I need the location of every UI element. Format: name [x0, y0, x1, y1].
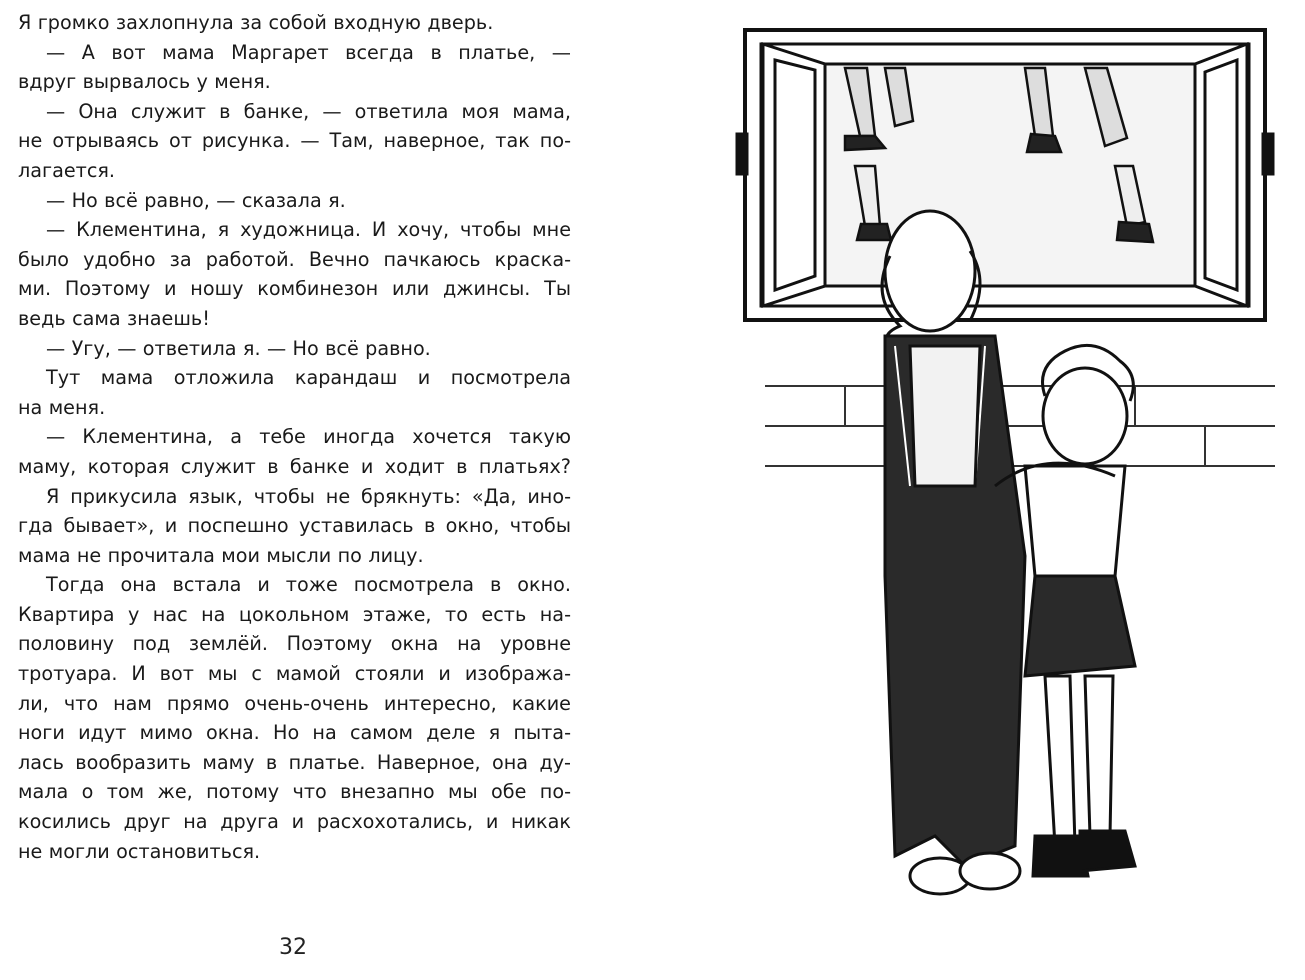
brick-wall [765, 386, 1275, 466]
text-line: не отрываясь от рисунка. — Там, наверное, так по- [18, 129, 571, 153]
text-line: Тогда она встала и тоже посмотрела в окно. [46, 573, 571, 597]
text-line: Я громко захлопнула за собой входную дверь. [18, 11, 494, 34]
text-line: — Клементина, а тебе иногда хочется такую [46, 425, 571, 449]
text-line: — А вот мама Маргарет всегда в платье, — [46, 40, 571, 64]
text-line: ми. Поэтому и ношу комбинезон или джинсы. Ты [18, 277, 571, 301]
left-shutter [737, 44, 825, 306]
body-text [18, 8, 571, 866]
text-line: — Клементина, я художница. И хочу, чтобы мне [46, 218, 571, 242]
page-number: 32 [279, 935, 307, 960]
text-line: ноги идут мимо окна. Но на самом деле я пыта- [18, 721, 571, 745]
text-line: половину под землёй. Поэтому окна на уровне [18, 632, 571, 656]
text-line: мала о том же, потому что внезапно мы обе по- [18, 780, 571, 804]
text-line: Я прикусила язык, чтобы не брякнуть: «Да, ино- [46, 484, 571, 508]
text-line: тротуара. И вот мы с мамой стояли и изобража- [18, 662, 571, 686]
text-line: лагается. [18, 158, 116, 182]
text-line: ли, что нам прямо очень-очень интересно, какие [18, 691, 571, 715]
text-line: гда бывает», и поспешно уставилась в окно, чтобы [18, 514, 571, 538]
text-line: не могли остановиться. [18, 839, 261, 863]
text-line: ведь сама знаешь! [18, 306, 210, 330]
text-line: Тут мама отложила карандаш и посмотрела [46, 366, 571, 390]
text-line: косились друг на друга и расхохотались, и никак [18, 810, 571, 834]
text-line: — Но всё равно, — сказала я. [46, 188, 346, 212]
right-shutter [1195, 44, 1273, 306]
text-line: было удобно за работой. Вечно пачкаюсь краска- [18, 247, 571, 271]
text-line: — Она служит в банке, — ответила моя мама, [46, 99, 571, 123]
text-line: мама не прочитала мои мысли по лицу. [18, 543, 424, 567]
mother-figure [882, 211, 1025, 894]
text-line: маму, которая служит в банке и ходит в платьях? [18, 454, 571, 478]
illustration-mother-daughter-window [735, 16, 1295, 916]
text-line: — Угу, — ответила я. — Но всё равно. [46, 336, 431, 360]
text-line: Квартира у нас на цокольном этаже, то есть на- [18, 602, 571, 626]
text-line: вдруг вырвалось у меня. [18, 70, 271, 94]
text-line: лась вообразить маму в платье. Наверное, она ду- [18, 750, 571, 774]
text-line: на меня. [18, 395, 106, 419]
